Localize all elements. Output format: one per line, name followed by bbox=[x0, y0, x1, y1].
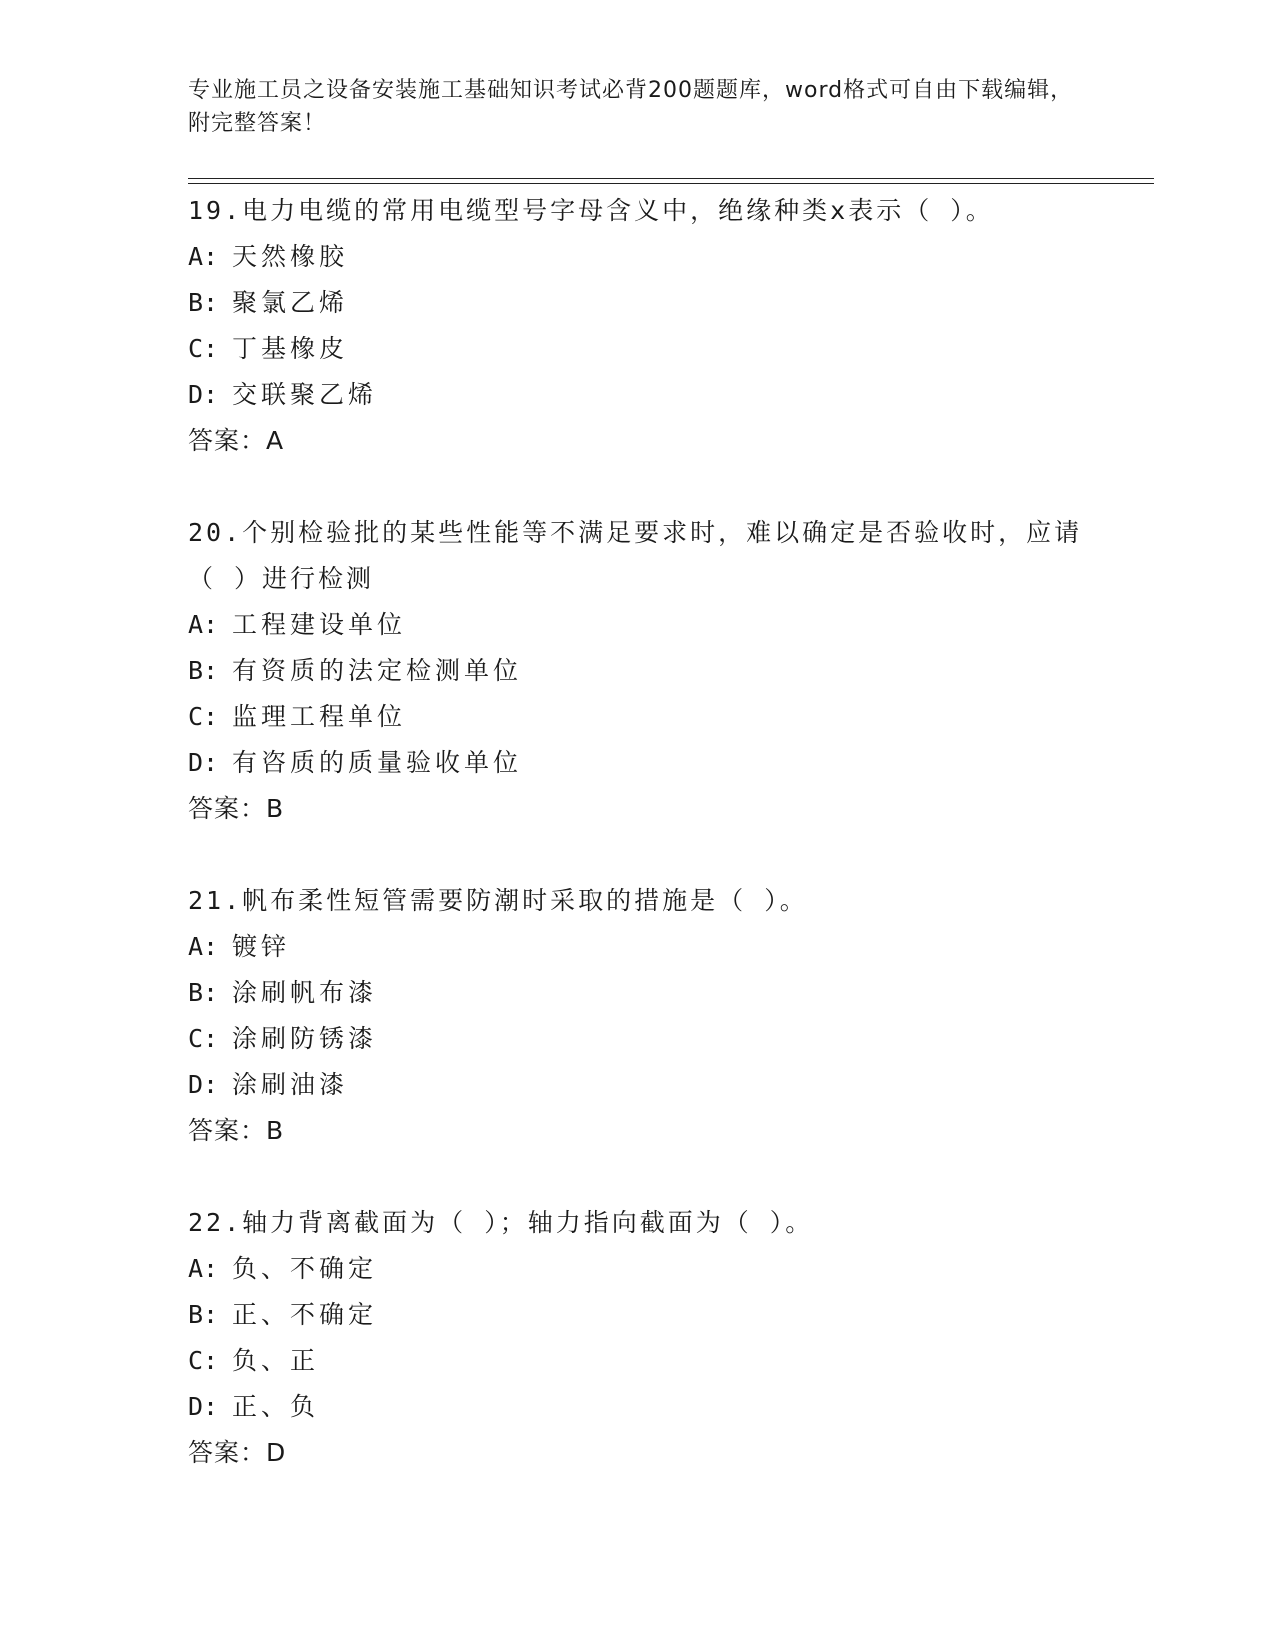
option-text: 涂刷防锈漆 bbox=[232, 1024, 378, 1053]
option-text: 有咨质的质量验收单位 bbox=[232, 748, 523, 777]
option-b bbox=[188, 648, 1088, 694]
question-19 bbox=[188, 188, 1088, 464]
question-text: 22.轴力背离截面为（ ）；轴力指向截面为（ ）。 bbox=[188, 1208, 814, 1237]
option-text: 聚氯乙烯 bbox=[232, 288, 349, 317]
option-c bbox=[188, 326, 1088, 372]
option-letter: B: bbox=[188, 288, 219, 317]
question-text: 20.个别检验批的某些性能等不满足要求时，难以确定是否验收时，应请（ ）进行检测 bbox=[188, 518, 1083, 593]
option-text: 正、负 bbox=[232, 1392, 320, 1421]
option-letter: B: bbox=[188, 1300, 219, 1329]
option-b bbox=[188, 280, 1088, 326]
option-c bbox=[188, 1016, 1088, 1062]
question-text: 21.帆布柔性短管需要防潮时采取的措施是（ ）。 bbox=[188, 886, 808, 915]
option-text: 天然橡胶 bbox=[232, 242, 349, 271]
option-a bbox=[188, 602, 1088, 648]
option-text: 正、不确定 bbox=[232, 1300, 378, 1329]
option-d bbox=[188, 1384, 1088, 1430]
option-letter: A: bbox=[188, 242, 219, 271]
option-text: 负、正 bbox=[232, 1346, 320, 1375]
question-20 bbox=[188, 510, 1088, 832]
document-header: 专业施工员之设备安装施工基础知识考试必背200题题库，word格式可自由下载编辑，附完整答案！ bbox=[188, 78, 1074, 136]
option-letter: A: bbox=[188, 1254, 219, 1283]
question-22 bbox=[188, 1200, 1088, 1476]
option-a bbox=[188, 924, 1088, 970]
option-text: 镀锌 bbox=[232, 932, 291, 961]
option-a bbox=[188, 234, 1088, 280]
answer-text: 答案：B bbox=[188, 794, 285, 823]
option-letter: B: bbox=[188, 656, 219, 685]
option-c bbox=[188, 694, 1088, 740]
option-text: 监理工程单位 bbox=[232, 702, 407, 731]
option-letter: B: bbox=[188, 978, 219, 1007]
option-letter: D: bbox=[188, 380, 219, 409]
option-text: 涂刷帆布漆 bbox=[232, 978, 378, 1007]
option-text: 涂刷油漆 bbox=[232, 1070, 349, 1099]
option-letter: C: bbox=[188, 334, 219, 363]
answer-text: 答案：A bbox=[188, 426, 285, 455]
header-divider-bottom bbox=[188, 183, 1154, 184]
option-a bbox=[188, 1246, 1088, 1292]
option-letter: D: bbox=[188, 748, 219, 777]
option-letter: C: bbox=[188, 702, 219, 731]
option-c bbox=[188, 1338, 1088, 1384]
option-d bbox=[188, 1062, 1088, 1108]
option-d bbox=[188, 740, 1088, 786]
option-d bbox=[188, 372, 1088, 418]
option-b bbox=[188, 970, 1088, 1016]
option-letter: C: bbox=[188, 1346, 219, 1375]
option-letter: A: bbox=[188, 610, 219, 639]
answer-text: 答案：D bbox=[188, 1438, 287, 1467]
question-text: 19.电力电缆的常用电缆型号字母含义中，绝缘种类x表示（ ）。 bbox=[188, 196, 994, 225]
option-text: 工程建设单位 bbox=[232, 610, 407, 639]
question-list bbox=[188, 188, 1088, 1522]
option-text: 负、不确定 bbox=[232, 1254, 378, 1283]
option-letter: C: bbox=[188, 1024, 219, 1053]
answer-text: 答案：B bbox=[188, 1116, 285, 1145]
question-21 bbox=[188, 878, 1088, 1154]
option-letter: D: bbox=[188, 1070, 219, 1099]
option-text: 丁基橡皮 bbox=[232, 334, 349, 363]
header-divider-top bbox=[188, 178, 1154, 179]
option-text: 有资质的法定检测单位 bbox=[232, 656, 523, 685]
option-letter: D: bbox=[188, 1392, 219, 1421]
option-b bbox=[188, 1292, 1088, 1338]
option-text: 交联聚乙烯 bbox=[232, 380, 378, 409]
option-letter: A: bbox=[188, 932, 219, 961]
